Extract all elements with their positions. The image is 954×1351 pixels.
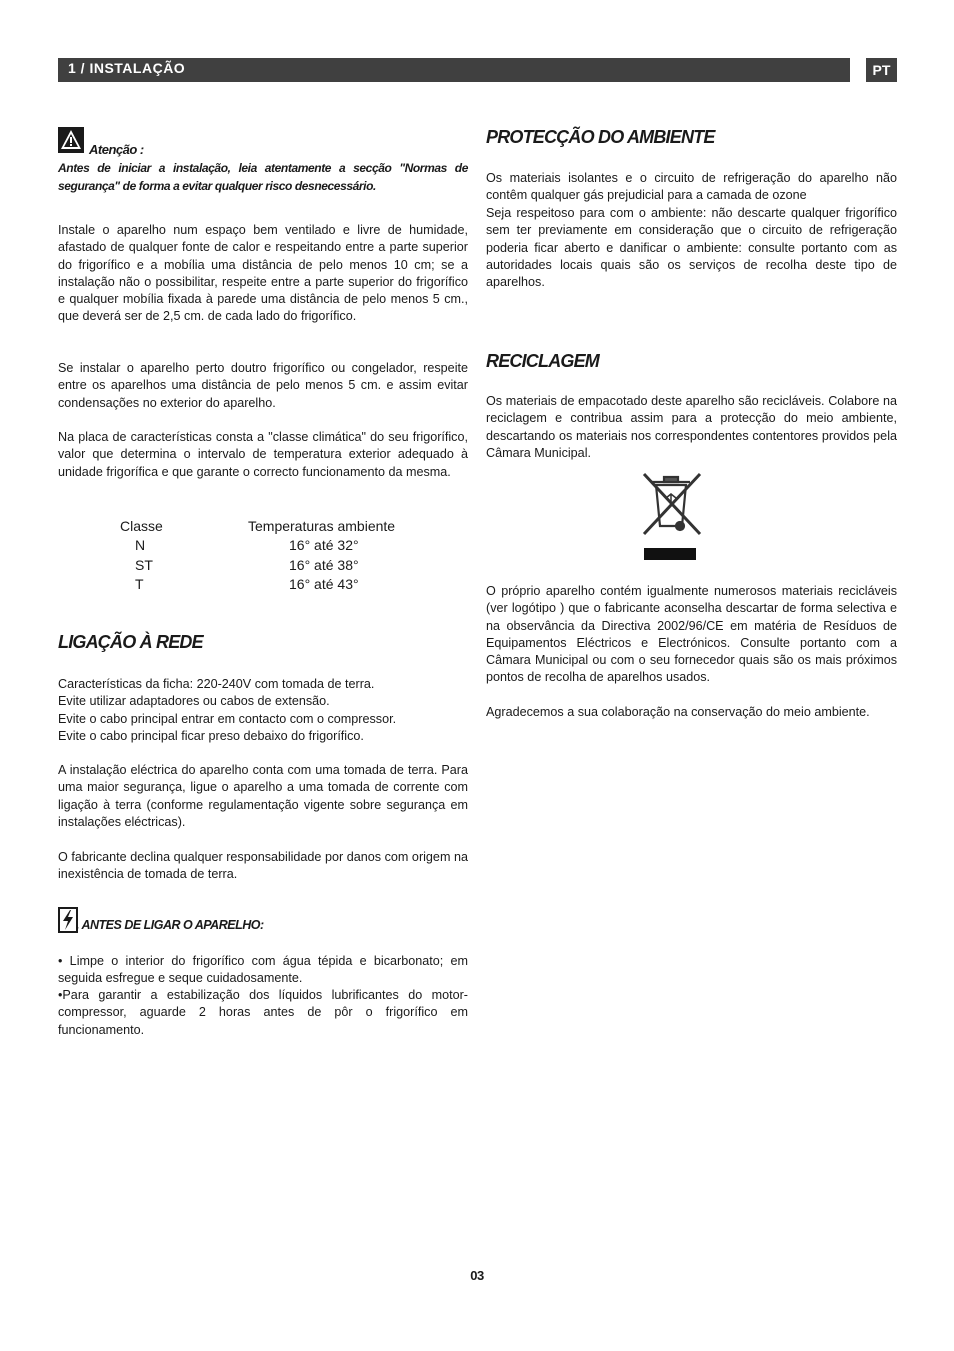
warning-label: Atenção : [89,142,144,157]
rede-line: Características da ficha: 220-240V com tomada de terra. [58,677,375,691]
rede-paragraph-3: O fabricante declina qualquer responsabilidade por danos com origem na inexistência de tomada de terra. [58,850,468,882]
language-badge: PT [866,58,897,82]
table-row-class: ST [135,557,153,573]
warning-text: Antes de iniciar a instalação, leia atentamente a secção "Normas de segurança" de forma a evitar qualquer risco desnecessário. [58,161,468,193]
lightning-icon [58,907,78,933]
section-header-title: 1 / INSTALAÇÃO [68,60,186,76]
table-row-range: 16° até 43° [289,576,359,592]
reciclagem-paragraph-2: O próprio aparelho contém igualmente numerosos materiais recicláveis (ver logótipo ) que o fabricante aconselha descartar de forma selectiva e na observância da Directiva 2002/96/CE em matéria de Resíduos de Equipamentos Eléctricos e Electrónicos. Consulte portanto com a Câmara Municipal ou com o seu fornecedor quais são os mais próximos pontos de recolha de aparelhos usados. [486,584,897,685]
install-paragraph-1: Instale o aparelho num espaço bem ventilado e livre de humidade, afastado de qualquer fonte de calor e respeitando entre a parte superior do frigorífico e a mobília uma distância de pelo menos 10 cm; se a instalação não o possibilitar, respeite entre a parte superior do frigorífico e qualquer mobília fixada à parede uma distância de pelo menos 5 cm., que deverá ser de 2,5 cm. de cada lado do frigorífico. [58,223,468,324]
page-number: 03 [470,1268,484,1283]
section-title-proteccao-ambiente: PROTECÇÃO DO AMBIENTE [486,127,715,147]
ambiente-paragraph-1: Os materiais isolantes e o circuito de refrigeração do aparelho não contêm qualquer gás prejudicial para a camada de ozone [486,171,897,203]
rede-paragraph-1 [58,676,468,745]
antes-bullet-1: • Limpe o interior do frigorífico com água tépida e bicarbonato; em seguida esfregue e seque cuidadosamente. [58,954,468,986]
reciclagem-paragraph-3: Agradecemos a sua colaboração na conservação do meio ambiente. [486,705,870,719]
table-row-class: T [135,576,144,592]
rede-paragraph-2: A instalação eléctrica do aparelho conta com uma tomada de terra. Para uma maior segurança, ligue o aparelho a uma tomada de corrente com ligação à terra (conforme regulamentação vigente sobre segurança em instalações eléctricas). [58,763,468,829]
crossed-out-wheelie-bin-icon [638,470,704,565]
header-bar [58,58,850,82]
section-title-ligacao-rede: LIGAÇÃO À REDE [58,632,203,652]
reciclagem-paragraph-1: Os materiais de empacotado deste aparelho são recicláveis. Colabore na reciclagem e contribua assim para a protecção do meio ambiente, descartando os materiais nos correspondentes contentores providos pela Câmara Municipal. [486,394,897,460]
table-row-range: 16° até 38° [289,557,359,573]
table-row-range: 16° até 32° [289,537,359,553]
install-paragraph-2: Se instalar o aparelho perto doutro frigorífico ou congelador, respeite entre os aparelhos uma distância de pelo menos 5 cm. e assim evitar condensações no exterior do aparelho. [58,361,468,410]
rede-line: Evite o cabo principal ficar preso debaixo do frigorífico. [58,728,364,743]
install-paragraph-3: Na placa de características consta a "classe climática" do seu frigorífico, valor que determina o intervalo de temperatura exterior adequado à unidade frigorífica e que garante o correcto funcionamento da mesma. [58,430,468,479]
table-header-temperature: Temperaturas ambiente [248,518,396,534]
warning-triangle-icon [58,127,84,153]
rede-line: Evite o cabo principal entrar em contacto com o compressor. [58,711,397,726]
table-row-class: N [135,537,146,553]
antes-de-ligar-title: . ANTES DE LIGAR O APARELHO: [76,918,264,932]
section-title-reciclagem: RECICLAGEM [486,351,599,371]
antes-bullet-2: •Para garantir a estabilização dos líquidos lubrificantes do motor-compressor, aguarde 2 horas antes de pôr o frigorífico em funcionamento. [58,988,468,1037]
ambiente-paragraph-2: Seja respeitoso para com o ambiente: não descarte qualquer frigorífico sem ter previamente em consideração que o circuito de refrigeração poderia ficar aberto e danificar o ambiente: consulte portanto com as autoridades locais quais são os serviços de recolha deste tipo de aparelhos. [486,206,897,290]
table-header-class: Classe [120,518,163,534]
rede-line: Evite utilizar adaptadores ou cabos de extensão. [58,694,330,709]
